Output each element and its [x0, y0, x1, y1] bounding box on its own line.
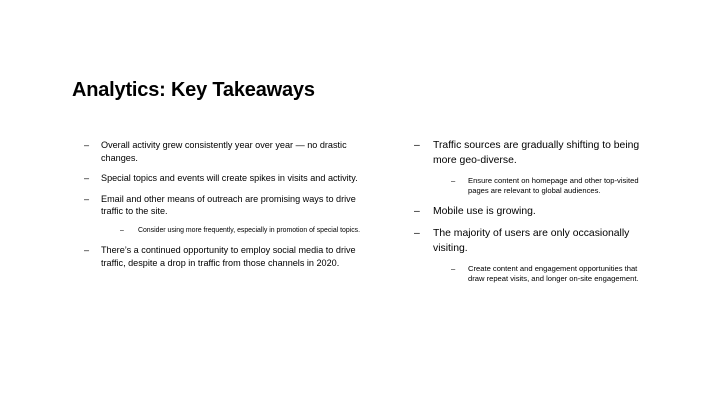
bullet-text: The majority of users are only occasionally visiting.	[433, 228, 630, 255]
bullet-text: Consider using more frequently, especially in promotion of special topics.	[138, 226, 361, 234]
bullet-activity-growth	[84, 139, 374, 164]
bullet-dash: –	[84, 173, 90, 184]
right-bullet-column	[414, 138, 654, 292]
bullet-dash: –	[414, 205, 420, 217]
bullet-text: Traffic sources are gradually shifting to being more geo-diverse.	[433, 140, 640, 167]
bullet-text: Ensure content on homepage and other top-visited pages are relevant to global audiences.	[468, 175, 639, 196]
bullet-social-media	[84, 244, 374, 269]
bullet-occasional-users	[414, 226, 654, 257]
bullet-text: Create content and engagement opportunities that draw repeat visits, and longer on-site engagement.	[468, 263, 639, 284]
bullet-text: Email and other means of outreach are promising ways to drive traffic to the site.	[101, 193, 356, 217]
bullet-text: Overall activity grew consistently year over year — no drastic changes.	[101, 140, 347, 163]
bullet-dash: –	[451, 175, 456, 185]
sub-bullet-email-frequency	[120, 226, 374, 236]
bullet-dash: –	[84, 140, 90, 150]
bullet-email-outreach	[84, 193, 374, 218]
bullet-dash: –	[451, 263, 456, 273]
sub-bullet-repeat-visits	[451, 264, 654, 285]
bullet-dash: –	[84, 245, 90, 256]
left-bullet-column	[84, 139, 374, 277]
bullet-text: Special topics and events will create spikes in visits and activity.	[101, 173, 358, 184]
bullet-text: Mobile use is growing.	[433, 205, 536, 217]
bullet-special-topics	[84, 172, 374, 185]
slide-title: Analytics: Key Takeaways	[72, 79, 315, 101]
bullet-mobile-use	[414, 204, 654, 219]
bullet-dash: –	[414, 140, 420, 151]
bullet-dash: –	[414, 228, 420, 240]
bullet-dash: –	[84, 193, 90, 204]
sub-bullet-global-content	[451, 176, 654, 197]
bullet-dash: –	[120, 226, 124, 234]
bullet-text: There’s a continued opportunity to employ social media to drive traffic, despite a drop in traffic from those channels in 2020.	[101, 245, 356, 268]
bullet-traffic-sources	[414, 138, 654, 169]
